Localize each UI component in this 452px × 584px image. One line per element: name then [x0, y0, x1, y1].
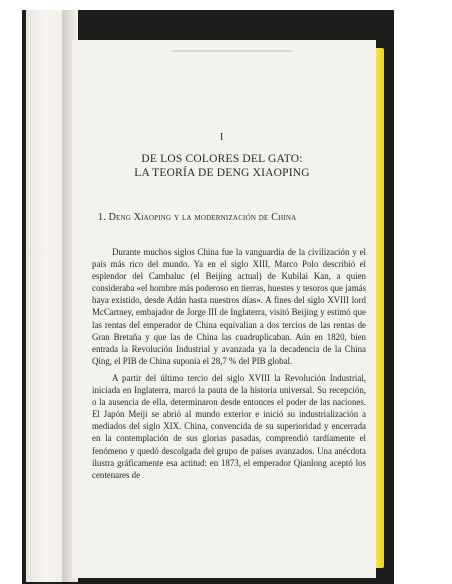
chapter-title-line-1: DE LOS COLORES DEL GATO:: [141, 153, 303, 165]
chapter-title-line-2: LA TEORÍA DE DENG XIAOPING: [134, 167, 310, 179]
paragraph-2: A partir del último tercio del siglo XVIII la Revolución Industrial, iniciada en Inglaterra, marcó la pauta de la historia universal. Su recepción, o la ausencia de ella, determinaron desde entonces el poder de las naciones. El Japón Meiji se abrió al mundo exterior e inició su industrialización a mediados del siglo XIX. China, convencida de su superioridad y encerrada en la contemplación de sus glorias pasadas, comprendió tardíamente el fenómeno y quedó descolgada del grupo de países avanzados. Una anécdota ilustra gráficamente esa actitud: en 1873, el emperador Qianlong aceptó los centenares de: [92, 372, 366, 480]
right-page: [72, 40, 376, 578]
section-title: 1. Deng Xiaoping y la modernización de China: [98, 212, 297, 223]
chapter-number: I: [219, 132, 225, 143]
paragraph-1: Durante muchos siglos China fue la vanguardia de la civilización y el país más rico del mundo. Ya en el siglo XIII, Marco Polo describió el esplendor del Cambaluc (el Beijing actual) de Kubilai Kan, a quien consideraba «el hombre más poderoso en tierras, huestes y tesoros que jamás haya existido, desde Adán hasta nuestros días». A fines del siglo XVIII lord McCartney, embajador de Jorge III de Inglaterra, visitó Beijing y estimó que las rentas del emperador de China equivalían a dos tercios de las rentas de Gran Bretaña y que las de China las cuadruplicaban. Aún en 1820, bien entrada la Revolución Industrial y avanzada ya la decadencia de la China Qing, el PIB de China suponía el 28,7 % del PIB global.: [92, 247, 366, 366]
chapter-title: [72, 152, 372, 180]
running-head-mark: [172, 50, 292, 52]
body-text: [92, 246, 366, 486]
